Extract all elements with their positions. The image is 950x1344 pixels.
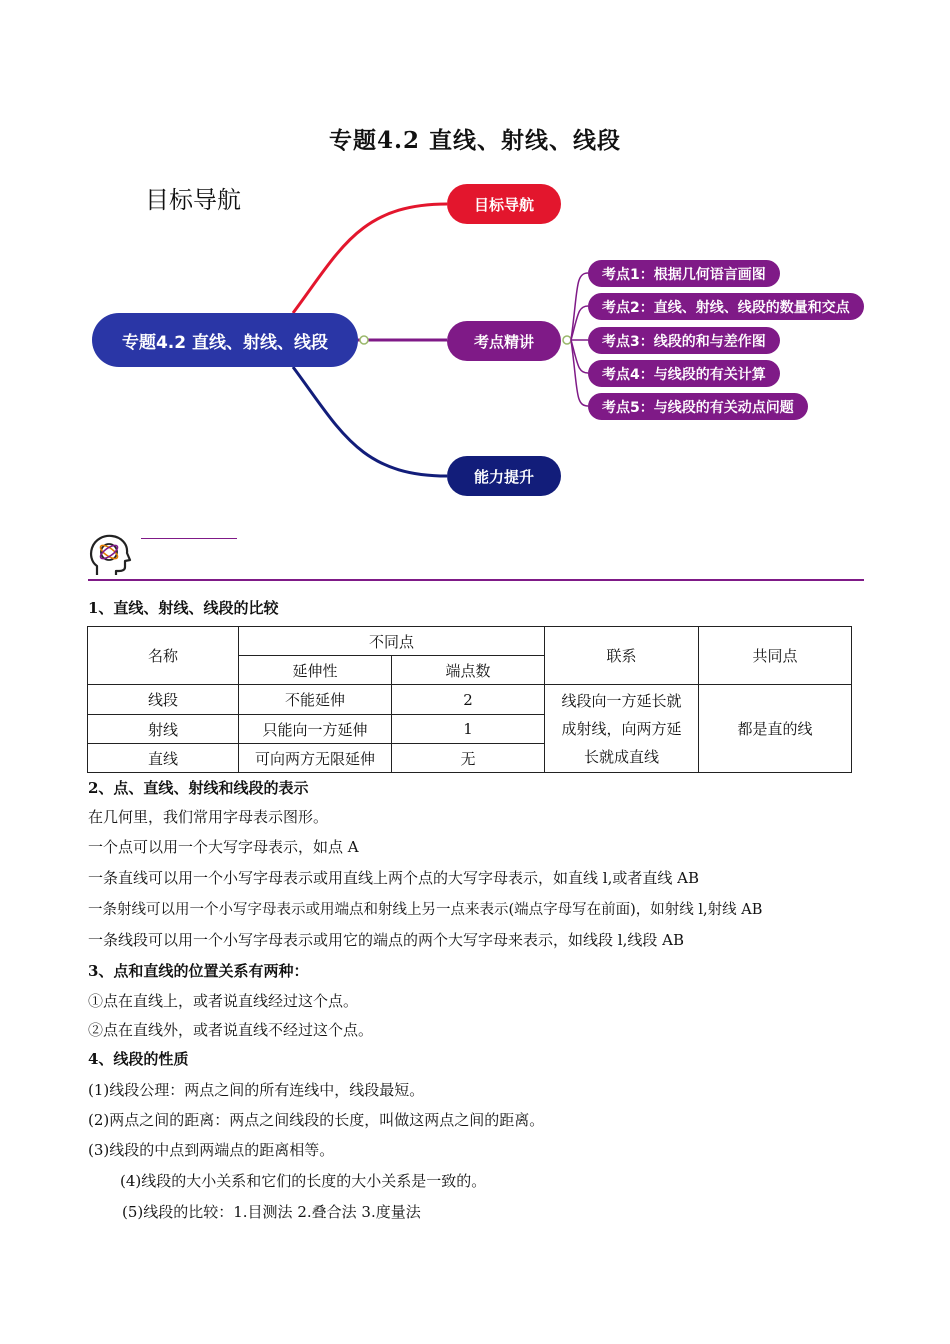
connector-goal xyxy=(293,204,447,313)
mindmap-section-label: 目标导航 xyxy=(145,186,241,214)
mindmap-branch-goal: 目标导航 xyxy=(447,184,561,224)
relation-line-3: 长就成直线 xyxy=(584,747,660,766)
table-cell-name: 线段 xyxy=(88,685,239,715)
page-title: 专题4.2 直线、射线、线段 xyxy=(328,127,622,154)
table-header-diff: 不同点 xyxy=(239,627,545,656)
relation-line-1: 线段向一方延长就 xyxy=(561,691,682,710)
table-header-extension: 延伸性 xyxy=(239,656,392,685)
icon-underline xyxy=(141,538,237,539)
mindmap-connectors xyxy=(0,0,950,520)
table-cell-common: 都是直的线 xyxy=(699,685,852,773)
section2-line-3: 一条直线可以用一个小写字母表示或用直线上两个点的大写字母表示，如直线 l,或者直线 AB xyxy=(88,869,699,887)
mindmap-leaf-5: 考点5：与线段的有关动点问题 xyxy=(588,393,808,420)
section4-line-2: (2)两点之间的距离：两点之间线段的长度，叫做这两点之间的距离。 xyxy=(88,1111,545,1129)
table-cell-name: 直线 xyxy=(88,744,239,773)
brain-head-icon xyxy=(88,533,132,579)
table-cell-endpoints: 无 xyxy=(392,744,545,773)
mindmap-leaf-1: 考点1：根据几何语言画图 xyxy=(588,260,780,287)
section3-line-2: ②点在直线外，或者说直线不经过这个点。 xyxy=(88,1021,374,1039)
mindmap-branch-ability: 能力提升 xyxy=(447,456,561,496)
table-cell-extension: 可向两方无限延伸 xyxy=(239,744,392,773)
section-divider xyxy=(88,579,864,581)
root-knob xyxy=(360,336,368,344)
table-header-name: 名称 xyxy=(88,627,239,685)
table-header-endpoints: 端点数 xyxy=(392,656,545,685)
table-cell-extension: 不能延伸 xyxy=(239,685,392,715)
points-knob xyxy=(563,336,571,344)
section3-heading: 3、点和直线的位置关系有两种： xyxy=(88,962,309,980)
table-cell-endpoints: 2 xyxy=(392,685,545,715)
table-header-common: 共同点 xyxy=(699,627,852,685)
section4-line-1: (1)线段公理：两点之间的所有连线中，线段最短。 xyxy=(88,1081,425,1099)
section3-line-1: ①点在直线上，或者说直线经过这个点。 xyxy=(88,992,359,1010)
section2-heading: 2、点、直线、射线和线段的表示 xyxy=(88,779,309,797)
section2-line-2: 一个点可以用一个大写字母表示，如点 A xyxy=(88,838,359,856)
table-cell-relation xyxy=(545,685,699,773)
section2-line-5: 一条线段可以用一个小写字母表示或用它的端点的两个大写字母来表示，如线段 l,线段 AB xyxy=(88,931,684,949)
table-cell-name: 射线 xyxy=(88,715,239,744)
table-cell-extension: 只能向一方延伸 xyxy=(239,715,392,744)
section4-line-4: (4)线段的大小关系和它们的长度的大小关系是一致的。 xyxy=(120,1172,487,1190)
comparison-table xyxy=(87,626,852,773)
section1-heading: 1、直线、射线、线段的比较 xyxy=(88,599,279,617)
mindmap-root: 专题4.2 直线、射线、线段 xyxy=(92,313,358,367)
mindmap-leaf-4: 考点4：与线段的有关计算 xyxy=(588,360,780,387)
section4-heading: 4、线段的性质 xyxy=(88,1050,189,1068)
section4-line-5: (5)线段的比较：1.目测法 2.叠合法 3.度量法 xyxy=(122,1203,421,1221)
section2-line-4: 一条射线可以用一个小写字母表示或用端点和射线上另一点来表示(端点字母写在前面)，如射线 l,射线 AB xyxy=(88,902,763,918)
mindmap-branch-points: 考点精讲 xyxy=(447,321,561,361)
section2-line-1: 在几何里，我们常用字母表示图形。 xyxy=(88,808,329,826)
relation-line-2: 成射线，向两方延 xyxy=(561,719,682,738)
table-header-relation: 联系 xyxy=(545,627,699,685)
table-cell-endpoints: 1 xyxy=(392,715,545,744)
mindmap-leaf-3: 考点3：线段的和与差作图 xyxy=(588,327,780,354)
section4-line-3: (3)线段的中点到两端点的距离相等。 xyxy=(88,1141,335,1159)
connector-ability xyxy=(293,367,447,476)
mindmap-leaf-2: 考点2：直线、射线、线段的数量和交点 xyxy=(588,293,864,320)
